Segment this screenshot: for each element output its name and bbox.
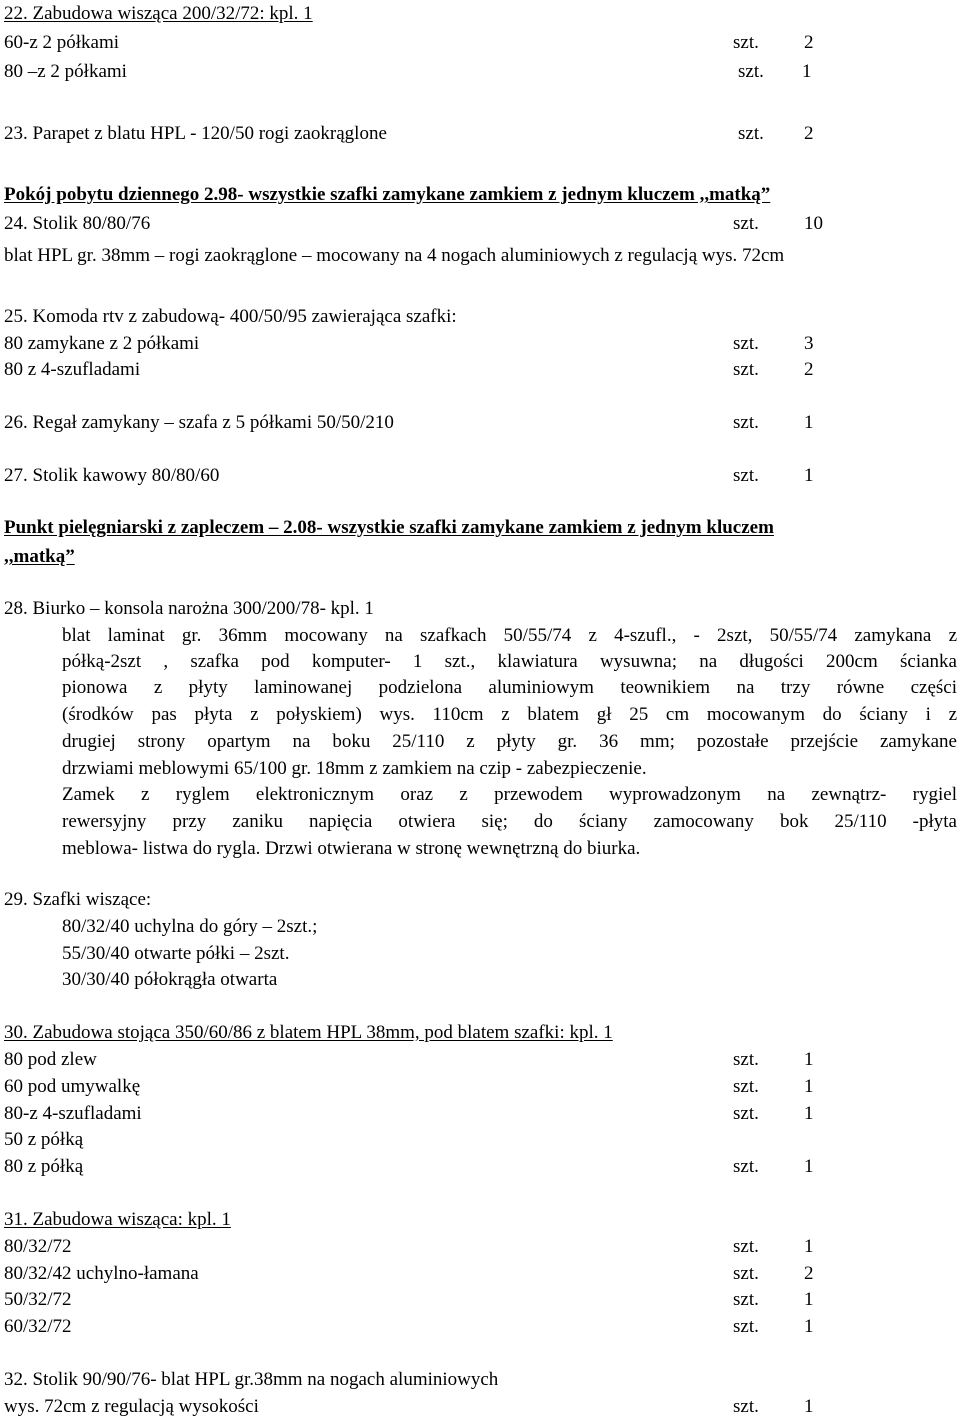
section-30-item-5-text: 80 z półką [4,1156,84,1177]
section-30-item-3-qty: 1 [804,1103,814,1124]
section-28-line-6: drzwiami meblowymi 65/100 gr. 18mm z zamkiem na czip - zabezpieczenie. [62,758,647,779]
section-26-unit: szt. [733,412,759,433]
section-31-item-1-unit: szt. [733,1236,759,1257]
section-22-item-2-unit: szt. [738,61,764,82]
section-28-line-8: rewersyjny przy zaniku napięcia otwiera się; do ściany zamocowany bok 25/110 -płyta [62,811,957,832]
section-23-qty: 2 [804,123,814,144]
section-22-item-2-text: 80 –z 2 półkami [4,61,127,82]
section-25-item-2-unit: szt. [733,359,759,380]
section-30-item-2-qty: 1 [804,1076,814,1097]
section-31-heading: 31. Zabudowa wisząca: kpl. 1 [4,1209,231,1230]
nurse-station-heading-line-2: ,,matką” [4,546,75,567]
section-30-item-1-text: 80 pod zlew [4,1049,97,1070]
section-30-heading: 30. Zabudowa stojąca 350/60/86 z blatem HPL 38mm, pod blatem szafki: kpl. 1 [4,1022,613,1043]
section-25-heading: 25. Komoda rtv z zabudową- 400/50/95 zawierająca szafki: [4,306,457,327]
section-28-line-5: drugiej strony opartym na boku 25/110 z płyty gr. 36 mm; pozostałe przejście zamykane [62,731,957,752]
section-29-line-2: 55/30/40 otwarte półki – 2szt. [62,943,290,964]
section-28-line-7: Zamek z ryglem elektronicznym oraz z przewodem wyprowadzonym na zewnątrz- rygiel [62,784,957,805]
section-25-item-1-qty: 3 [804,333,814,354]
nurse-station-heading-line-1: Punkt pielęgniarski z zapleczem – 2.08- wszystkie szafki zamykane zamkiem z jednym kluczem [4,517,774,538]
section-22-item-1-qty: 2 [804,32,814,53]
section-29-line-1: 80/32/40 uchylna do góry – 2szt.; [62,916,318,937]
section-30-item-5-qty: 1 [804,1156,814,1177]
section-28-line-2: półką-2szt , szafka pod komputer- 1 szt., klawiatura wysuwna; na długości 200cm ścianka [62,651,957,672]
section-28-heading: 28. Biurko – konsola narożna 300/200/78- kpl. 1 [4,598,374,619]
section-26-qty: 1 [804,412,814,433]
section-30-item-5-unit: szt. [733,1156,759,1177]
section-24-text: 24. Stolik 80/80/76 [4,213,151,234]
section-30-item-3-unit: szt. [733,1103,759,1124]
section-27-unit: szt. [733,465,759,486]
day-room-heading: Pokój pobytu dziennego 2.98- wszystkie szafki zamykane zamkiem z jednym kluczem ,,matką” [4,184,771,205]
section-31-item-2-text: 80/32/42 uchylno-łamana [4,1263,199,1284]
section-25-item-2-qty: 2 [804,359,814,380]
section-24-qty: 10 [804,213,823,234]
section-24-unit: szt. [733,213,759,234]
section-30-item-1-unit: szt. [733,1049,759,1070]
section-28-line-4: (środków pas płyta z połyskiem) wys. 110cm z blatem gł 25 cm mocowanym do ściany i z [62,704,957,725]
section-30-item-1-qty: 1 [804,1049,814,1070]
section-29-heading: 29. Szafki wiszące: [4,889,152,910]
section-31-item-4-qty: 1 [804,1316,814,1337]
section-29-line-3: 30/30/40 półokrągła otwarta [62,969,278,990]
section-28-line-3: pionowa z płyty laminowanej podzielona aluminiowym teownikiem na trzy równe części [62,677,957,698]
section-28-line-9: meblowa- listwa do rygla. Drzwi otwierana w stronę wewnętrzną do biurka. [62,838,641,859]
section-22-item-2-qty: 1 [802,61,812,82]
section-24-description: blat HPL gr. 38mm – rogi zaokrąglone – mocowany na 4 nogach aluminiowych z regulacją wys. 72cm [4,245,785,266]
section-30-item-4-text: 50 z półką [4,1129,84,1150]
section-31-item-2-unit: szt. [733,1263,759,1284]
section-25-item-2-text: 80 z 4-szufladami [4,359,141,380]
section-31-item-3-qty: 1 [804,1289,814,1310]
section-30-item-3-text: 80-z 4-szufladami [4,1103,142,1124]
section-31-item-3-unit: szt. [733,1289,759,1310]
section-22-heading: 22. Zabudowa wisząca 200/32/72: kpl. 1 [4,3,313,24]
section-27-text: 27. Stolik kawowy 80/80/60 [4,465,220,486]
section-31-item-4-text: 60/32/72 [4,1316,72,1337]
section-30-item-2-unit: szt. [733,1076,759,1097]
section-31-item-2-qty: 2 [804,1263,814,1284]
section-30-item-2-text: 60 pod umywalkę [4,1076,141,1097]
section-32-unit: szt. [733,1396,759,1417]
section-25-item-1-unit: szt. [733,333,759,354]
section-32-line-1: 32. Stolik 90/90/76- blat HPL gr.38mm na nogach aluminiowych [4,1369,499,1390]
section-31-item-3-text: 50/32/72 [4,1289,72,1310]
section-31-item-1-text: 80/32/72 [4,1236,72,1257]
section-31-item-1-qty: 1 [804,1236,814,1257]
section-27-qty: 1 [804,465,814,486]
section-22-item-1-text: 60-z 2 półkami [4,32,120,53]
section-23-text: 23. Parapet z blatu HPL - 120/50 rogi zaokrąglone [4,123,387,144]
section-25-item-1-text: 80 zamykane z 2 półkami [4,333,200,354]
section-23-unit: szt. [738,123,764,144]
section-26-text: 26. Regał zamykany – szafa z 5 półkami 50/50/210 [4,412,394,433]
section-22-item-1-unit: szt. [733,32,759,53]
section-28-line-1: blat laminat gr. 36mm mocowany na szafkach 50/55/74 z 4-szufl., - 2szt, 50/55/74 zamykana z [62,625,957,646]
section-32-qty: 1 [804,1396,814,1417]
section-32-line-2: wys. 72cm z regulacją wysokości [4,1396,259,1417]
section-31-item-4-unit: szt. [733,1316,759,1337]
